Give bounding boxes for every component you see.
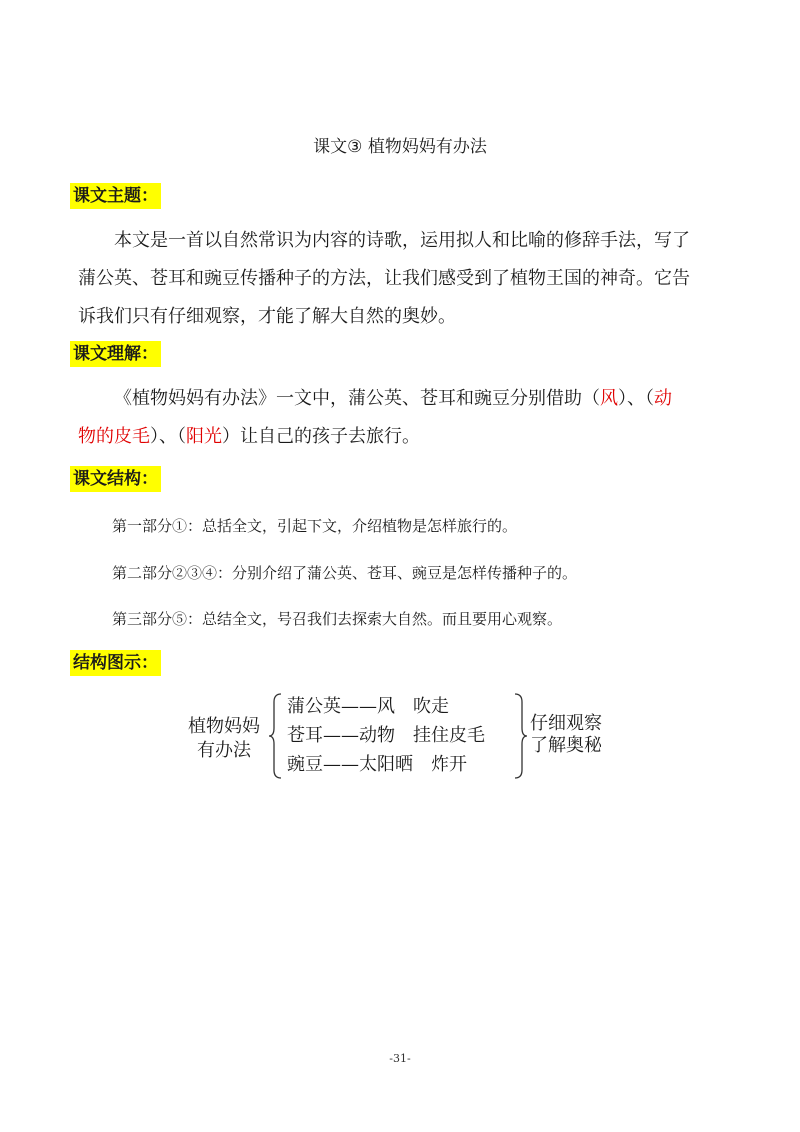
answer-animal-part: 动 bbox=[654, 388, 672, 409]
diagram-root-line-2: 有办法 bbox=[197, 740, 251, 761]
theme-line-1: 本文是一首以自然常识为内容的诗歌，运用拟人和比喻的修辞手法，写了 bbox=[114, 230, 690, 251]
understanding-line-1 bbox=[78, 380, 728, 418]
answer-sun: 阳光 bbox=[186, 426, 222, 447]
theme-line-2: 蒲公英、苍耳和豌豆传播种子的方法，让我们感受到了植物王国的神奇。它告 bbox=[78, 268, 690, 289]
diagram-rows bbox=[287, 692, 485, 779]
left-brace-icon bbox=[268, 692, 284, 780]
understanding-text-b: ）、（ bbox=[618, 388, 654, 409]
diagram-heading: 结构图示： bbox=[70, 650, 161, 676]
diagram-conclusion-line-1: 仔细观察 bbox=[530, 713, 602, 734]
diagram-row-dandelion: 蒲公英——风 吹走 bbox=[287, 696, 449, 717]
theme-line-3: 诉我们只有仔细观察，才能了解大自然的奥妙。 bbox=[78, 306, 456, 327]
understanding-heading: 课文理解： bbox=[70, 341, 161, 367]
structure-heading: 课文结构： bbox=[70, 466, 161, 492]
diagram-row-pea: 豌豆——太阳晒 炸开 bbox=[287, 754, 467, 775]
answer-wind: 风 bbox=[600, 388, 618, 409]
right-brace-icon bbox=[512, 692, 528, 780]
diagram-root bbox=[188, 715, 260, 763]
theme-paragraph bbox=[78, 222, 728, 336]
diagram-root-line-1: 植物妈妈 bbox=[188, 716, 260, 737]
diagram-conclusion bbox=[530, 713, 602, 757]
theme-heading: 课文主题： bbox=[70, 183, 161, 209]
understanding-paragraph bbox=[78, 380, 728, 456]
answer-animal-rest: 物的皮毛 bbox=[78, 426, 150, 447]
understanding-text-d: ）让自己的孩子去旅行。 bbox=[222, 426, 420, 447]
structure-part-3: 第三部分⑤：总结全文，号召我们去探索大自然。而且要用心观察。 bbox=[112, 610, 563, 628]
page-title: 课文③ 植物妈妈有办法 bbox=[313, 137, 487, 157]
diagram-row-cocklebur: 苍耳——动物 挂住皮毛 bbox=[287, 725, 485, 746]
understanding-text-a: 《植物妈妈有办法》一文中，蒲公英、苍耳和豌豆分别借助（ bbox=[114, 388, 600, 409]
structure-part-2: 第二部分②③④：分别介绍了蒲公英、苍耳、豌豆是怎样传播种子的。 bbox=[112, 564, 578, 582]
structure-part-1: 第一部分①：总括全文，引起下文，介绍植物是怎样旅行的。 bbox=[112, 517, 518, 535]
understanding-line-2 bbox=[78, 418, 728, 456]
page-number: -31- bbox=[389, 1052, 411, 1065]
diagram-conclusion-line-2: 了解奥秘 bbox=[530, 735, 602, 756]
understanding-text-c: ）、（ bbox=[150, 426, 186, 447]
